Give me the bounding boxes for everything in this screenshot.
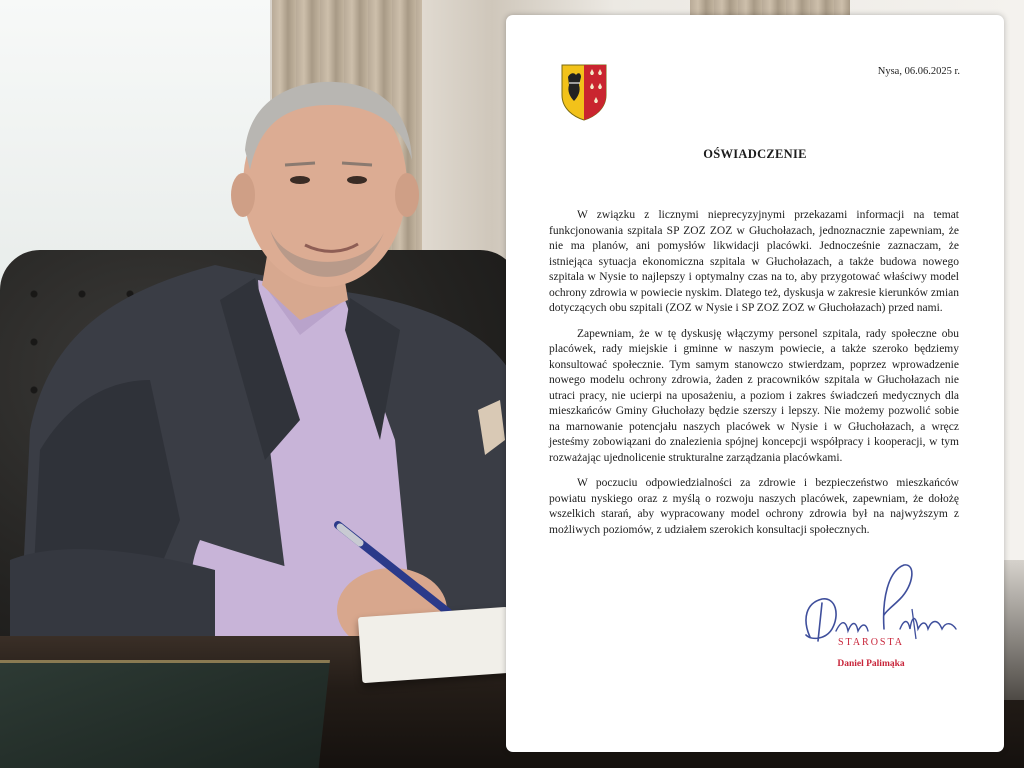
paragraph-2: Zapewniam, że w tę dyskusję włączymy personel szpitala, rady społeczne obu placówek, rady miejskie i gminne w naszym powiecie, a także szeroko będziemy konsultować społecznie. Tym samym stanowczo stwierdzam, poprzez wprowadzenie nowego modelu ochrony zdrowia, żaden z pracowników szpitala w Głuchołazach nie utraci pracy, nie ucierpi na uposażeniu, a poziom i zakres świadczeń medycznych dla mieszkańców Gminy Głuchołazy będzie szerszy i lepszy. Nie możemy pozwolić sobie na marnowanie potencjału naszych placówek w Nysie i w Głuchołazach, a wręcz jesteśmy zobowiązani do znalezienia spójnej koncepcji współpracy i kooperacji, w tym rozważając ujednolicenie strukturalne zarządzania placówkami.	[549, 327, 959, 464]
signature-name: Daniel Palimąka	[837, 659, 905, 669]
coat-of-arms-icon	[560, 63, 608, 121]
letter-date: Nysa, 06.06.2025 r.	[877, 66, 960, 77]
paragraph-1: W związku z licznymi nieprecyzyjnymi przekazami informacji na temat funkcjonowania szpitala SP ZOZ ZOZ w Głuchołazach, jednoznacznie zapewniam, że nie ma planów, ani pomysłów likwidacji placówki. Jednocześnie zaznaczam, że istniejąca sytuacja ekonomiczna szpitala w Głuchołazach, a także budowa nowego szpitala w Nysie to najlepszy i optymalny czas na to, aby przygotować właściwy model ochrony zdrowia w powiecie nyskim. Dlatego też, dyskusja w zakresie kierunków zmian dotyczących obu szpitali (ZOZ w Nysie i SP ZOZ ZOZ w Głuchołazach) przed nami.	[549, 209, 959, 314]
papers-on-desk	[358, 607, 512, 683]
signature-title: STAROSTA	[837, 637, 905, 648]
paragraph-3: W poczuciu odpowiedzialności za zdrowie i bezpieczeństwo mieszkańców powiatu nyskiego oraz z myślą o rozwoju naszych placówek, zapewniam, że dołożę wszelkich starań, aby wypracowany model ochrony zdrowia był na najwyższym z możliwych poziomów, z udziałem szerokich konsultacji społecznych.	[549, 477, 959, 536]
letter-body	[549, 208, 959, 548]
statement-letter	[506, 15, 1004, 752]
desk-pad	[0, 660, 330, 768]
letter-heading: OŚWIADCZENIE	[703, 147, 807, 161]
